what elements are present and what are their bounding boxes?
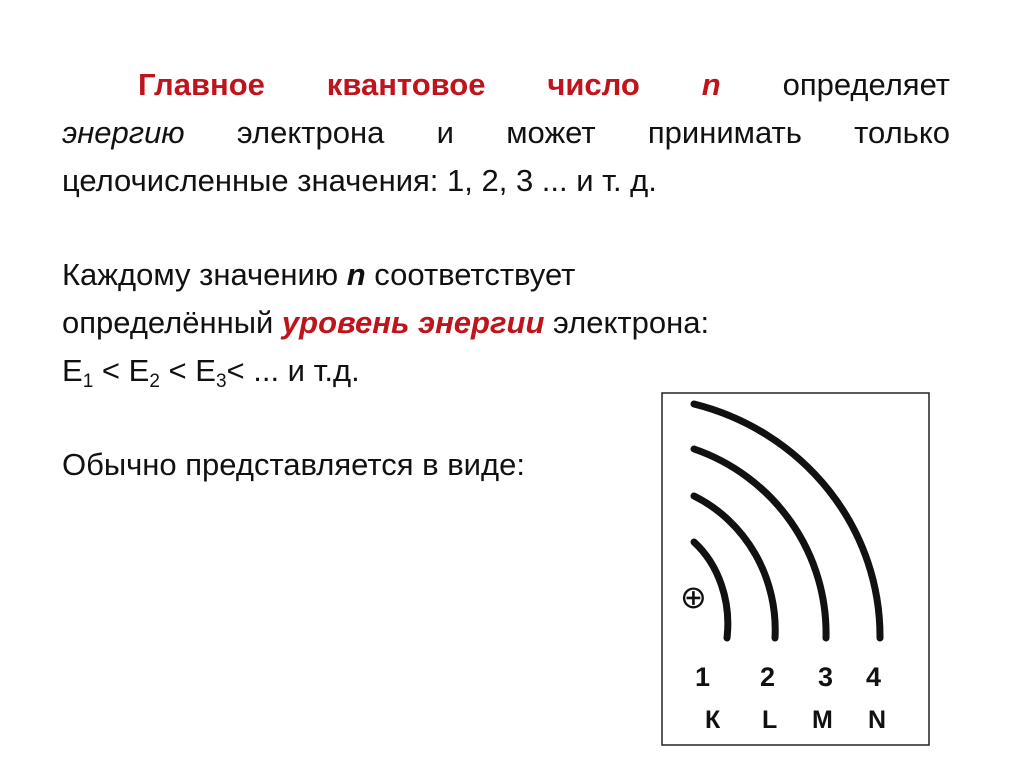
paragraph-1-line-3: целочисленные значения: 1, 2, 3 ... и т. д. [62, 163, 657, 198]
symbol-n: n [701, 67, 721, 102]
level-3-number: 3 [818, 662, 834, 692]
text: определяет [782, 67, 950, 102]
e-symbol: E [62, 353, 83, 388]
level-4-number: 4 [866, 662, 882, 692]
symbol-n: n [346, 257, 366, 292]
level-2-letter: L [762, 706, 778, 734]
paragraph-3: Обычно представляется в виде: [62, 447, 525, 482]
e-symbol: E [195, 353, 216, 388]
paragraph-2-line-1 [62, 251, 575, 299]
subscript-1: 1 [82, 371, 94, 392]
energy-inequality [62, 347, 360, 395]
level-1-letter: К [705, 706, 721, 734]
less-than: < [101, 353, 120, 388]
level-1-number: 1 [695, 662, 711, 692]
paragraph-1-line-1 [62, 61, 950, 109]
text: электрона и может принимать только [236, 115, 950, 150]
text: электрона: [553, 305, 710, 340]
energy-level-term: уровень энергии [281, 305, 545, 340]
subscript-2: 2 [149, 371, 160, 392]
e-symbol: E [128, 353, 150, 388]
energy-word: энергию [62, 115, 185, 150]
text: определённый [62, 305, 274, 340]
level-2-arc [694, 496, 775, 638]
paragraph-1-line-2 [62, 109, 950, 157]
text: < ... и т.д. [226, 353, 360, 388]
level-2-number: 2 [760, 662, 776, 692]
text: Каждому значению [62, 257, 339, 292]
nucleus-icon: ⊕ [680, 579, 707, 615]
less-than: < [168, 353, 187, 388]
level-3-arc [694, 449, 826, 638]
text: соответствует [374, 257, 576, 292]
level-3-letter: M [812, 706, 833, 734]
paragraph-2-line-2 [62, 299, 709, 347]
level-4-letter: N [868, 706, 887, 734]
subscript-3: 3 [215, 371, 227, 392]
term-principal-quantum-number: Главное квантовое число [138, 67, 640, 102]
